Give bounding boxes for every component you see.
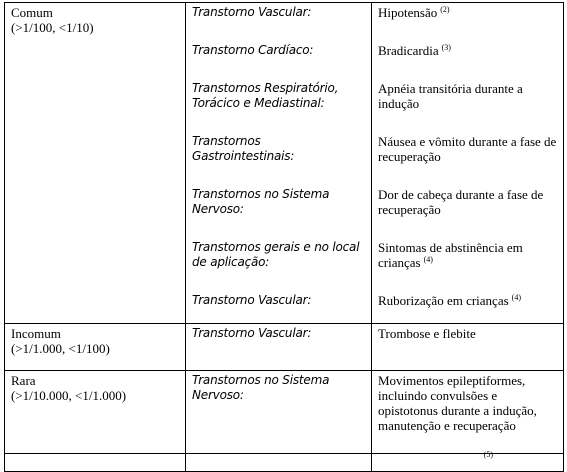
footnote-ref: (5) xyxy=(483,449,493,459)
organ-class-cell xyxy=(186,3,372,324)
reaction-item xyxy=(378,5,557,43)
frequency-cell xyxy=(5,454,186,472)
organ-class: Transtornos Respiratório, Torácico e Mediastinal: xyxy=(192,81,339,110)
frequency-label: Incomum xyxy=(11,326,61,341)
organ-class: Transtorno Vascular: xyxy=(192,293,312,307)
organ-class: Transtornos Gastrointestinais: xyxy=(192,134,295,163)
frequency-range: (>1/10.000, <1/1.000) xyxy=(11,388,127,403)
organ-class: Transtorno Cardíaco: xyxy=(192,43,314,57)
reaction-item xyxy=(378,240,557,293)
frequency-cell xyxy=(5,3,186,324)
reaction-text: Náusea e vômito durante a fase de recuperação xyxy=(378,134,557,164)
reaction-text: Dor de cabeça durante a fase de recuperação xyxy=(378,187,544,217)
reaction-item xyxy=(378,293,557,308)
reaction-text: Trombose e flebite xyxy=(378,326,476,341)
frequency-range: (>1/100, <1/10) xyxy=(11,20,94,35)
reaction-cell xyxy=(372,3,564,324)
reaction-cell xyxy=(372,449,564,472)
frequency-cell xyxy=(5,371,186,454)
table-row xyxy=(5,371,564,454)
frequency-cell xyxy=(5,324,186,371)
table-row xyxy=(5,3,564,324)
frequency-label: Comum xyxy=(11,5,53,20)
organ-class-cell xyxy=(186,371,372,454)
organ-class: Transtorno Vascular: xyxy=(192,5,312,19)
adverse-reactions-table xyxy=(4,2,564,472)
reaction-text: Ruborização em crianças xyxy=(378,293,509,308)
reaction-text: Hipotensão xyxy=(378,5,438,20)
reaction-item xyxy=(378,326,557,341)
organ-class: Transtornos gerais e no local de aplicação: xyxy=(192,240,360,269)
organ-class-cell xyxy=(186,324,372,371)
footnote-ref: (3) xyxy=(441,42,451,52)
reaction-text: Apnéia transitória durante a indução xyxy=(378,81,523,111)
reaction-cell xyxy=(372,324,564,371)
footnote-ref: (4) xyxy=(511,292,521,302)
frequency-label: Rara xyxy=(11,373,36,388)
reaction-text: Sintomas de abstinência em crianças xyxy=(378,240,523,270)
organ-class: Transtornos no Sistema Nervoso: xyxy=(192,187,330,216)
frequency-range: (>1/1.000, <1/100) xyxy=(11,341,110,356)
footnote-ref: (4) xyxy=(423,254,433,264)
reaction-text: Bradicardia xyxy=(378,43,439,58)
organ-class-cell xyxy=(186,454,372,472)
reaction-item xyxy=(378,43,557,81)
organ-class: Transtornos no Sistema Nervoso: xyxy=(192,373,330,402)
table-row xyxy=(5,454,564,472)
reaction-item xyxy=(378,81,557,134)
reaction-item xyxy=(378,373,557,433)
reaction-item xyxy=(378,134,557,187)
reaction-cell xyxy=(372,371,564,454)
reaction-item xyxy=(378,187,557,240)
organ-class: Transtorno Vascular: xyxy=(192,326,312,340)
reaction-text: Movimentos epileptiformes, incluindo convulsões e opistotonus durante a indução, manutenção e recuperação xyxy=(378,373,537,433)
table-row xyxy=(5,324,564,371)
footnote-ref: (2) xyxy=(440,4,450,14)
